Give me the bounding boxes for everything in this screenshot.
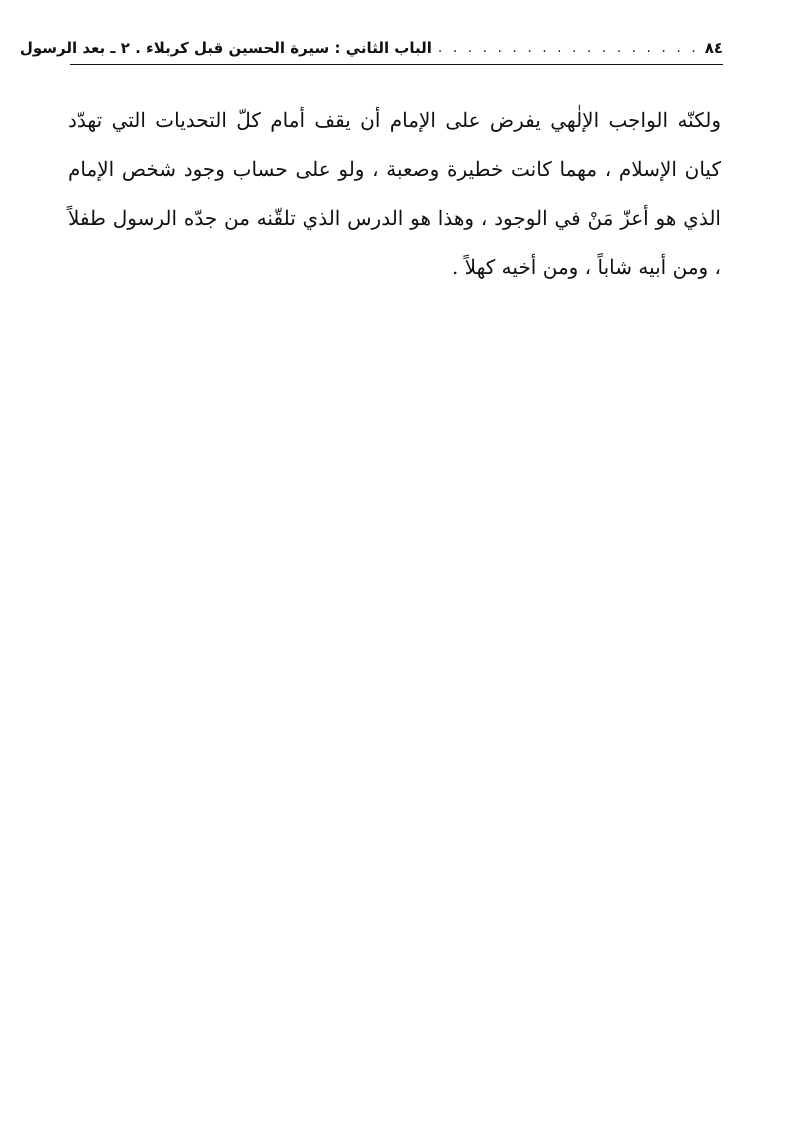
header-divider <box>70 64 723 65</box>
chapter-title: الباب الثاني : سيرة الحسين قبل كربلاء . ٢ ـ بعد الرسول <box>19 39 432 57</box>
leader-dots: . . . . . . . . . . . . . . . . . . <box>437 40 699 56</box>
running-header <box>19 34 723 62</box>
page-number: ٨٤ <box>704 39 723 57</box>
body-paragraph: ولكنّه الواجب الإلٰهي يفرض على الإمام أن يقف أمام كلّ التحديات التي تهدّد كيان الإسلام ، مهما كانت خطيرة وصعبة ، ولو على حساب وجود شخص الإمام الذي هو أعزّ مَنْ في الوجود ، وهذا هو الدرس الذي تلقّنه من جدّه الرسول طفلاً ، ومن أبيه شاباً ، ومن أخيه كهلاً . <box>68 108 721 279</box>
